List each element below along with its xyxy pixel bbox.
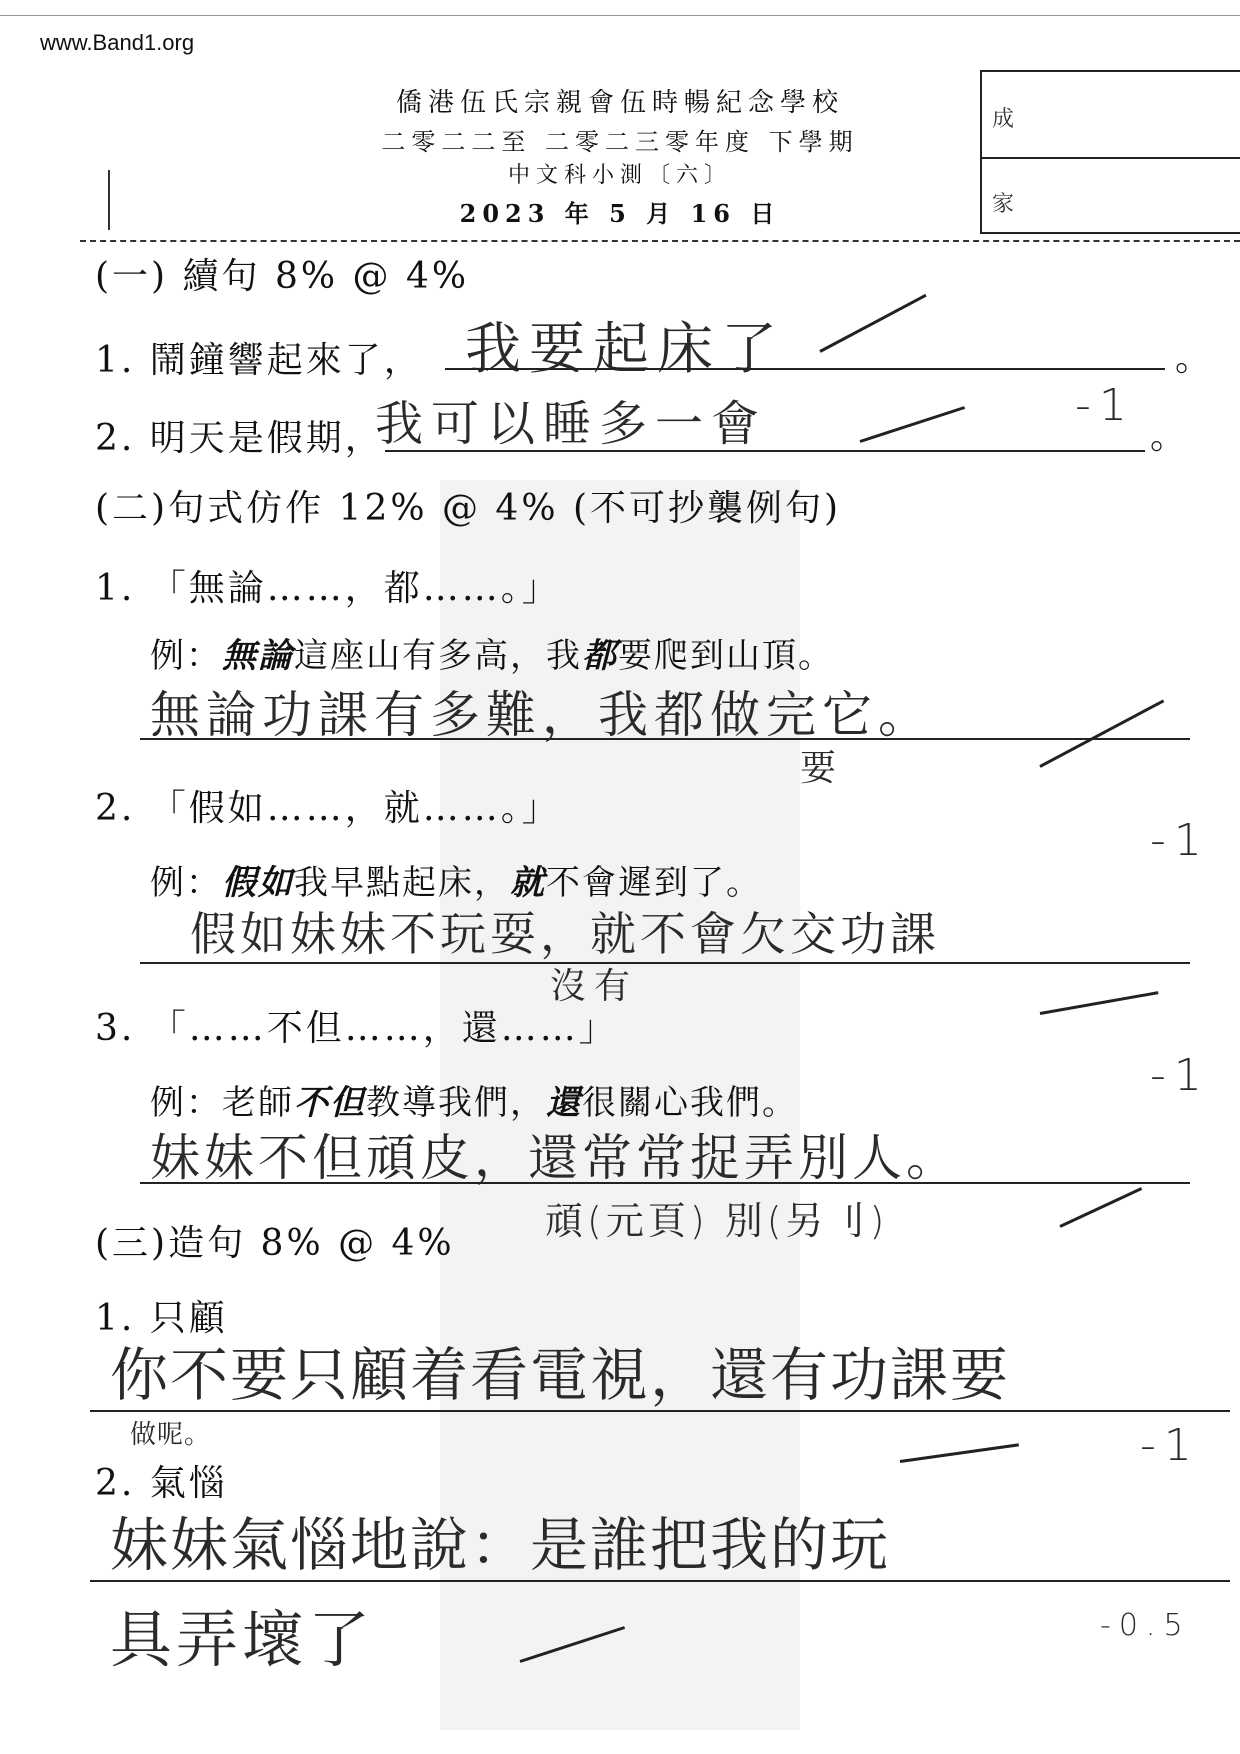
s3-q1-answer-cont: 做呢。 [130,1420,212,1450]
s2-q3-answer: 妹妹不但頑皮，還常常捉弄別人。 [150,1129,960,1187]
s2-q3-pattern: 3. 「……不但……，還……」 [95,1008,618,1049]
s3-q2-answer: 妹妹氣惱地說：是誰把我的玩 [110,1511,891,1579]
s2-q2-correction: 沒有 [550,966,639,1007]
s2-q3-correction: 頑(元頁) 別(另刂) [545,1199,889,1243]
s1-q2-score: -1 [1075,380,1135,431]
s1-q1-end: 。 [1175,338,1215,379]
s2-q3-score: -1 [1150,1050,1210,1101]
school-name: 僑港伍氏宗親會伍時暢紀念學校 [395,88,844,118]
left-margin-mark [108,170,110,230]
example-prefix: 例： [150,863,222,903]
section3-title: (三)造句 8% @ 4% [95,1223,455,1264]
s2-q1-answer: 無論功課有多難，我都做完它。 [150,686,934,744]
s3-q2-word: 2. 氣惱 [95,1463,228,1504]
s2-q1-line [140,738,1190,740]
scan-top-edge [0,15,1240,16]
section1-title: (一) 續句 8% @ 4% [95,256,470,297]
s1-q2-answer: 我可以睡多一會 [375,396,768,452]
section2-title: (二)句式仿作 12% @ 4% (不可抄襲例句) [95,488,842,529]
score-box-label-1: 成 [992,107,1015,132]
s3-q2-answer-cont: 具弄壞了 [110,1603,375,1676]
s2-q2-answer: 假如妹妹不玩耍，就不會欠交功課 [190,907,940,961]
watermark-text: www.Band1.org [40,30,195,55]
example-keyword-2: 都 [582,636,618,676]
example-text-end: 要爬到山頂。 [618,636,834,676]
example-prefix: 例： [150,1083,222,1123]
s2-q1-correction: 要 [800,748,845,789]
s1-q1-prompt: 1. 鬧鐘響起來了， [95,340,423,381]
example-text-end: 很關心我們。 [582,1083,798,1123]
example-keyword-2: 就 [510,863,546,903]
quiz-title: 中文科小測〔六〕 [507,163,732,188]
check-mark [860,406,966,443]
s2-q1-example [150,628,834,677]
s1-q2-end: 。 [1150,416,1190,457]
quiz-date: 2023 年 5 月 16 日 [459,199,781,228]
header-divider [80,240,1240,242]
s3-q2-line [90,1580,1230,1582]
s2-q1-pattern: 1. 「無論……，都……。」 [95,568,561,609]
s3-q2-score: -0.5 [1100,1608,1191,1643]
check-mark [1039,699,1164,767]
example-text: 這座山有多高，我 [294,636,582,676]
example-keyword-2: 還 [546,1083,582,1123]
s3-q1-word: 1. 只顧 [95,1298,228,1339]
s3-q1-line [90,1410,1230,1412]
example-prefix: 例： [150,636,222,676]
s2-q2-line [140,962,1190,964]
check-mark [1059,1187,1142,1228]
check-mark [819,294,926,353]
s2-q3-line [140,1182,1190,1184]
score-box-label-2: 家 [992,192,1015,217]
s1-q2-line [385,450,1145,452]
example-text-start: 老師 [222,1083,294,1123]
s2-q2-pattern: 2. 「假如……，就……。」 [95,788,561,829]
check-mark [1040,991,1159,1015]
score-box-divider [982,157,1240,159]
example-keyword-1: 無論 [222,636,294,676]
example-text: 我早點起床， [294,863,510,903]
check-mark [900,1443,1019,1463]
s2-q2-example [150,855,762,904]
score-box [980,70,1240,234]
s1-q2-prompt: 2. 明天是假期， [95,418,384,459]
example-keyword-1: 不但 [294,1083,366,1123]
s2-q3-example [150,1075,798,1124]
s1-q1-answer: 我要起床了 [465,317,785,382]
academic-year: 二零二二至 二零二三零年度 下學期 [381,128,859,156]
example-text-end: 不會遲到了。 [546,863,762,903]
s1-q1-line [445,368,1165,370]
s3-q1-score: -1 [1140,1420,1200,1471]
s3-q1-answer: 你不要只顧着看電視，還有功課要 [110,1341,1011,1409]
example-text: 教導我們， [366,1083,546,1123]
example-keyword-1: 假如 [222,863,294,903]
s2-q2-score: -1 [1150,815,1210,866]
